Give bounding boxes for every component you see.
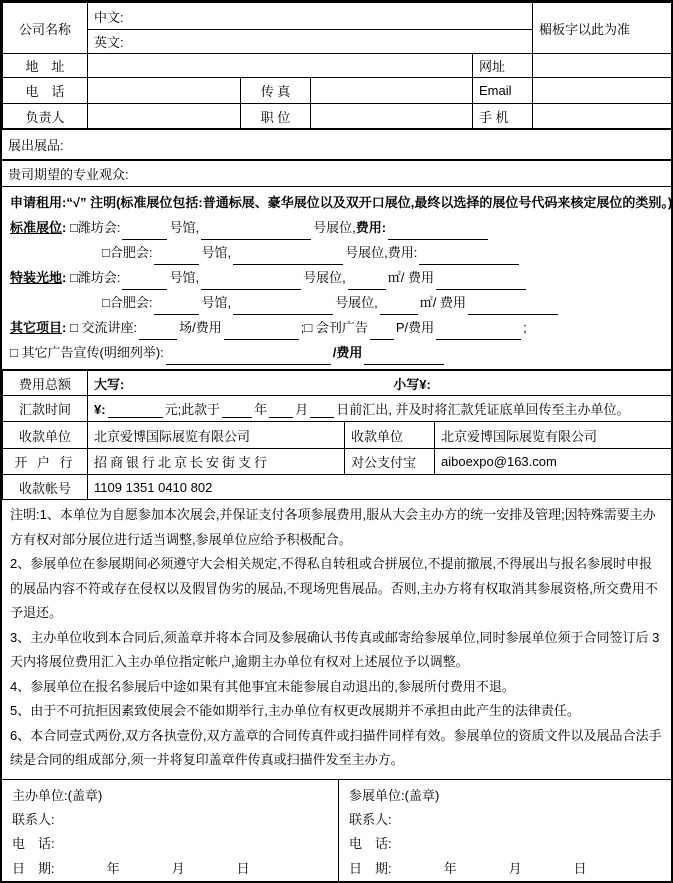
- month-blank[interactable]: [269, 403, 293, 418]
- booth-number-blank[interactable]: [233, 250, 343, 265]
- phone-label: 电 话: [3, 78, 88, 104]
- raw-space-line-1: [10, 265, 663, 290]
- raw-space-title: 特装光地: [10, 270, 62, 285]
- address-label: 地 址: [3, 54, 88, 78]
- payee2-value: 北京爱博国际展览有限公司: [435, 422, 673, 449]
- alipay-value: aiboexpo@163.com: [435, 449, 673, 475]
- bank-value: 招商银行北京长安街支行: [88, 449, 345, 475]
- total-fee-label: 费用总额: [3, 371, 88, 396]
- organizer-contact-field[interactable]: [12, 808, 328, 832]
- exhibits-label: 展出展品:: [8, 138, 64, 153]
- exhibits-field[interactable]: [2, 130, 671, 160]
- lecture-fee-label: 场/费用: [179, 320, 222, 335]
- phone-field[interactable]: [88, 78, 241, 104]
- signature-section: [2, 780, 671, 881]
- year-label: 年: [254, 402, 267, 417]
- email-label: Email: [473, 78, 533, 104]
- payment-table: [2, 370, 673, 500]
- year-label: 年: [107, 861, 120, 876]
- day-blank[interactable]: [310, 403, 334, 418]
- mobile-label: 手 机: [473, 104, 533, 129]
- fascia-board-note: 楣板字以此为准: [533, 3, 673, 54]
- booth-number-blank[interactable]: [201, 275, 301, 290]
- mobile-field[interactable]: [533, 104, 673, 129]
- year-blank[interactable]: [222, 403, 252, 418]
- other-ad-detail-blank[interactable]: [166, 350, 331, 365]
- raw-space-line-2: [10, 290, 663, 315]
- hall-number-blank[interactable]: [154, 300, 199, 315]
- company-name-cn-field[interactable]: [88, 3, 533, 30]
- exhibitor-contact-field[interactable]: [349, 808, 661, 832]
- checkbox-standard-weifang[interactable]: □: [70, 220, 78, 235]
- en-label: 英文:: [94, 35, 124, 50]
- date-label: 日 期:: [349, 861, 392, 876]
- contact-label: 联系人:: [12, 812, 55, 827]
- standard-booth-line-1: [10, 215, 663, 240]
- other-ad-fee-label: /费用: [333, 345, 363, 360]
- standard-booth-line-2: [10, 240, 663, 265]
- hall-number-blank[interactable]: [154, 250, 199, 265]
- payee-label: 收款单位: [3, 422, 88, 449]
- standard-booth-colon: :: [62, 220, 66, 235]
- fee-blank[interactable]: [436, 275, 526, 290]
- hall-label: 号馆,: [201, 295, 231, 310]
- fax-field[interactable]: [311, 78, 473, 104]
- amount-blank[interactable]: [108, 403, 163, 418]
- note-4: 4、参展单位在报名参展后中途如果有其他事宜未能参展自动退出的,参展所付费用不退。: [10, 675, 663, 700]
- lecture-label: 交流讲座:: [81, 320, 137, 335]
- remit-seg4: 日前汇出, 并及时将汇款凭证底单回传至主办单位。: [336, 402, 629, 417]
- apply-rental-note: 申请租用:“√” 注明(标准展位包括:普通标展、豪华展位以及双开口展位,最终以选择的展位号代码来核定展位的类别。): [10, 190, 663, 215]
- terms-notes: [2, 500, 671, 780]
- booth-number-blank[interactable]: [201, 225, 311, 240]
- sqm-blank[interactable]: [348, 275, 386, 290]
- day-label: 日: [237, 861, 250, 876]
- exhibitor-date-field[interactable]: [349, 856, 661, 882]
- company-info-table: [2, 2, 673, 129]
- fee-label: 费用:: [356, 220, 386, 235]
- checkbox-other-ad[interactable]: □: [10, 345, 18, 360]
- sqm-fee-label: ㎡/ 费用: [388, 270, 434, 285]
- hall-number-blank[interactable]: [122, 225, 167, 240]
- organizer-title: 主办单位:(盖章): [12, 784, 328, 808]
- email-field[interactable]: [533, 78, 673, 104]
- sqm-blank[interactable]: [380, 300, 418, 315]
- position-label: 职 位: [241, 104, 311, 129]
- company-name-label: 公司名称: [3, 3, 88, 54]
- hall-label: 号馆,: [169, 220, 199, 235]
- bank-label: 开 户 行: [3, 449, 88, 475]
- venue-label: 合肥会:: [110, 245, 153, 260]
- other-items-colon: :: [62, 320, 66, 335]
- fee-label: 费用:: [388, 245, 418, 260]
- booth-label: 号展位,: [313, 220, 356, 235]
- exhibitor-phone-field[interactable]: [349, 832, 661, 856]
- exhibitor-signature-block: [338, 780, 671, 881]
- hall-number-blank[interactable]: [122, 275, 167, 290]
- checkbox-lecture[interactable]: □: [70, 320, 78, 335]
- note-5: 5、由于不可抗拒因素致使展会不能如期举行,主办单位有权更改展期并不承担由此产生的法律责任。: [10, 699, 663, 724]
- payee-value: 北京爱博国际展览有限公司: [88, 422, 345, 449]
- cn-label: 中文:: [94, 10, 124, 25]
- checkbox-standard-hefei[interactable]: □: [102, 245, 110, 260]
- note-1: 注明:1、本单位为自愿参加本次展会,并保证支付各项参展费用,服从大会主办方的统一安排及管理;因特殊需要主办方有权对部分展位进行适当调整,参展单位应给予积极配合。: [10, 503, 663, 552]
- yen-label: ¥:: [94, 402, 106, 417]
- website-field[interactable]: [533, 54, 673, 78]
- checkbox-raw-hefei[interactable]: □: [102, 295, 110, 310]
- hall-label: 号馆,: [201, 245, 231, 260]
- checkbox-raw-weifang[interactable]: □: [70, 270, 78, 285]
- booth-number-blank[interactable]: [233, 300, 333, 315]
- checkbox-journal-ad[interactable]: □: [304, 320, 312, 335]
- day-label: 日: [574, 861, 587, 876]
- month-label: 月: [172, 861, 185, 876]
- organizer-date-field[interactable]: [12, 856, 328, 882]
- booth-label: 号展位,: [345, 245, 388, 260]
- standard-booth-title: 标准展位: [10, 220, 62, 235]
- exhibits-row: [2, 129, 671, 160]
- manager-field[interactable]: [88, 104, 241, 129]
- organizer-signature-block: [2, 780, 338, 881]
- position-field[interactable]: [311, 104, 473, 129]
- month-label: 月: [295, 402, 308, 417]
- exhibitor-title: 参展单位:(盖章): [349, 784, 661, 808]
- phone-label: 电 话:: [12, 836, 55, 851]
- note-3: 3、主办单位收到本合同后,须盖章并将本合同及参展确认书传真或邮寄给参展单位,同时参展单位须于合同签订后 3 天内将展位费用汇入主办单位指定帐户,逾期主办单位有权对上述展位予以调整。: [10, 626, 663, 675]
- booth-label: 号展位,: [303, 270, 346, 285]
- other-items-line-1: [10, 315, 663, 340]
- note-2: 2、参展单位在参展期间必须遵守大会相关规定,不得私自转租或合拼展位,不提前撤展,不得展出与报名参展时申报的展品内容不符或存在侵权以及假冒伪劣的展品,不现场兜售展品。否则,主办方将有权取消其参展资格,所交费用不予退还。: [10, 552, 663, 626]
- month-label: 月: [509, 861, 522, 876]
- account-label: 收款帐号: [3, 475, 88, 500]
- alipay-label: 对公支付宝: [345, 449, 435, 475]
- fax-label: 传 真: [241, 78, 311, 104]
- venue-label: 潍坊会:: [78, 220, 121, 235]
- note-6: 6、本合同壹式两份,双方各执壹份,双方盖章的合同传真件或扫描件同样有效。参展单位的资质文件以及展品合法手续是合同的组成部分,须一并将复印盖章件传真或扫描件发至主办方。: [10, 724, 663, 773]
- website-label: 网址: [473, 54, 533, 78]
- other-items-title: 其它项目: [10, 320, 62, 335]
- account-value: 1109 1351 0410 802: [88, 475, 673, 500]
- remit-time-field[interactable]: [88, 396, 673, 422]
- remit-seg1: 元;此款于: [165, 402, 221, 417]
- raw-space-colon: :: [62, 270, 66, 285]
- visitors-row: [2, 160, 671, 187]
- fee-blank[interactable]: [388, 225, 488, 240]
- address-field[interactable]: [88, 54, 473, 78]
- fee-blank[interactable]: [468, 300, 558, 315]
- amount-words-label: 大写:: [94, 377, 124, 392]
- semicolon: ;: [523, 320, 527, 335]
- manager-label: 负责人: [3, 104, 88, 129]
- year-label: 年: [444, 861, 457, 876]
- remit-time-label: 汇款时间: [3, 396, 88, 422]
- venue-label: 合肥会:: [110, 295, 153, 310]
- hall-label: 号馆,: [169, 270, 199, 285]
- phone-label: 电 话:: [349, 836, 392, 851]
- visitors-label: 贵司期望的专业观众:: [8, 167, 129, 182]
- contact-label: 联系人:: [349, 812, 392, 827]
- booth-label: 号展位,: [335, 295, 378, 310]
- journal-pages-blank[interactable]: [370, 325, 394, 340]
- semicolon: ;: [301, 320, 305, 335]
- company-name-en-field[interactable]: [88, 30, 533, 54]
- journal-ad-label: 会刊广告: [316, 320, 368, 335]
- journal-fee-blank[interactable]: [436, 325, 521, 340]
- amount-figures-label: 小写¥:: [393, 374, 431, 393]
- sqm-fee-label: ㎡/ 费用: [420, 295, 466, 310]
- total-fee-field[interactable]: [88, 371, 673, 396]
- other-ad-label: 其它广告宣传(明细列举):: [21, 345, 163, 360]
- journal-fee-label: P/费用: [396, 320, 434, 335]
- other-items-line-2: [10, 340, 663, 365]
- other-ad-fee-blank[interactable]: [364, 350, 444, 365]
- venue-label: 潍坊会:: [78, 270, 121, 285]
- payee2-label: 收款单位: [345, 422, 435, 449]
- fee-blank[interactable]: [419, 250, 519, 265]
- lecture-fee-blank[interactable]: [224, 325, 299, 340]
- date-label: 日 期:: [12, 861, 55, 876]
- visitors-field[interactable]: [2, 161, 671, 187]
- booth-application-block: [2, 187, 671, 370]
- organizer-phone-field[interactable]: [12, 832, 328, 856]
- lecture-count-blank[interactable]: [139, 325, 177, 340]
